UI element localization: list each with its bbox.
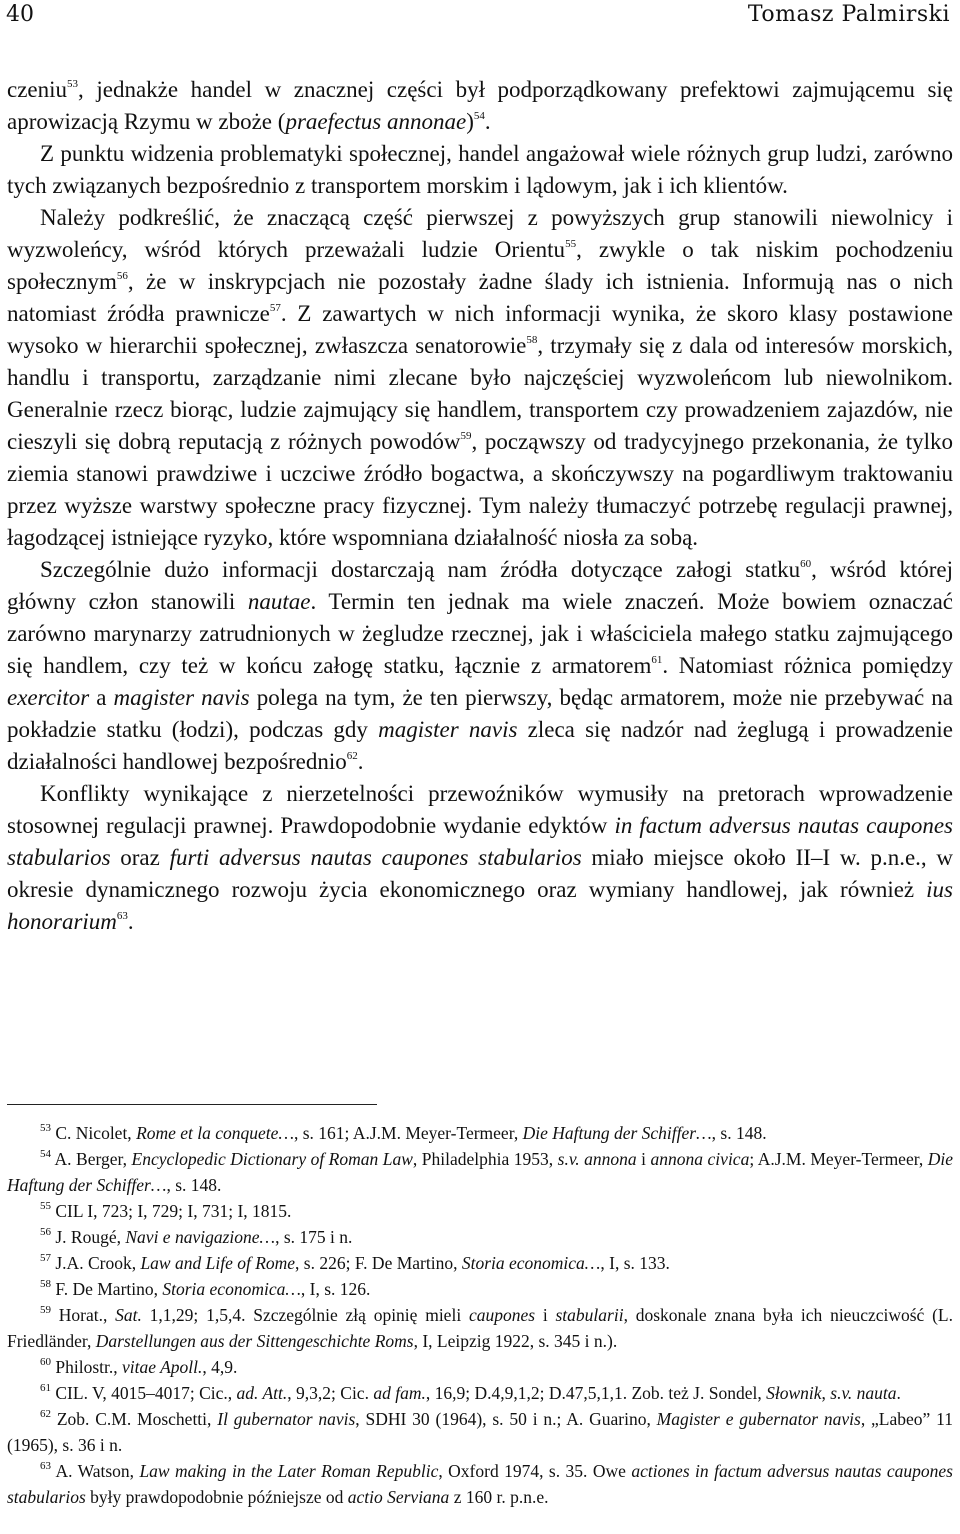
footnote	[7, 1354, 953, 1380]
footnote-number: 53	[40, 1122, 51, 1134]
footnote	[7, 1302, 953, 1354]
footnote	[7, 1406, 953, 1458]
footnote-number: 63	[40, 1460, 51, 1472]
footnote-text: A. Berger, Encyclopedic Dictionary of Roman Law, Philadelphia 1953, s.v. annona i annona civica; A.J.M. Meyer-Termeer, Die Haftung der Schiffer…, s. 148.	[7, 1149, 953, 1195]
main-text	[7, 74, 953, 938]
running-head-author: Tomasz Palmirski	[747, 2, 950, 27]
footnote-text: CIL. V, 4015–4017; Cic., ad. Att., 9,3,2; Cic. ad fam., 16,9; D.4,9,1,2; D.47,5,1,1. Zob. też J. Sondel, Słownik, s.v. nauta.	[51, 1383, 901, 1403]
footnote	[7, 1224, 953, 1250]
footnote-number: 60	[40, 1356, 51, 1368]
footnote-number: 54	[40, 1148, 51, 1160]
footnote	[7, 1276, 953, 1302]
footnote-separator	[7, 1104, 377, 1105]
paragraph: Z punktu widzenia problematyki społecznej, handel angażował wiele różnych grup ludzi, zarówno tych związanych bezpośrednio z transportem morskim i lądowym, jak i ich klientów.	[7, 141, 953, 198]
footnote-number: 61	[40, 1382, 51, 1394]
paragraph: Należy podkreślić, że znaczącą część pierwszej z powyższych grup stanowili niewolnicy i wyzwoleńcy, wśród których przeważali ludzie Orientu$^{55}$, zwykle o tak niskim pochodzeniu społecznym$^{56}$, że w inskrypcjach nie pozostały żadne ślady ich istnienia. Informują nas o nich natomiast źródła prawnicze$^{57}$. Z zawartych w nich informacji wynika, że skoro klasy postawione wysoko w hierarchii społecznej, zwłaszcza senatorowie$^{58}$, trzymały się z dala od interesów morskich, handlu i transportu, zarządzanie nimi zlecane było najczęściej wyzwoleńcom lub niewolnikom. Generalnie rzecz biorąc, ludzie zajmujący się handlem, transportem czy prowadzeniem zajazdów, nie cieszyli się dobrą reputacją z różnych powodów$^{59}$, począwszy od tradycyjnego przekonania, że tylko ziemia stanowi prawdziwe i uczciwe źródło bogactwa, a skończywszy na pogardliwym traktowaniu przez wyższe warstwy społeczne pracy fizycznej. Tym należy tłumaczyć potrzebę regulacji prawnej, łagodzącej istniejące ryzyko, które wspomniana działalność niosła za sobą.	[7, 205, 953, 550]
footnote-text: Horat., Sat. 1,1,29; 1,5,4. Szczególnie złą opinię mieli caupones i stabularii, doskonale znana była ich nieuczciwość (L. Friedländer, Darstellungen aus der Sittengeschichte Roms, I, Leipzig 1922, s. 345 i n.).	[7, 1305, 953, 1351]
footnote	[7, 1380, 953, 1406]
footnote-text: J.A. Crook, Law and Life of Rome, s. 226; F. De Martino, Storia economica…, I, s. 133.	[51, 1253, 670, 1273]
footnote-number: 55	[40, 1200, 51, 1212]
footnote-number: 58	[40, 1278, 51, 1290]
paragraph: Konflikty wynikające z nierzetelności przewoźników wymusiły na pretorach wprowadzenie stosownej regulacji prawnej. Prawdopodobnie wydanie edyktów in factum adversus nautas caupones stabularios oraz furti adversus nautas caupones stabularios miało miejsce około II–I w. p.n.e., w okresie dynamicznego rozwoju życia ekonomicznego oraz wymiany handlowej, jak również ius honorarium$^{63}$.	[7, 781, 954, 934]
footnote-text: CIL I, 723; I, 729; I, 731; I, 1815.	[51, 1201, 292, 1221]
paragraph: czeniu$^{53}$, jednakże handel w znacznej części był podporządkowany prefektowi zajmującemu się aprowizacją Rzymu w zboże (praefectus annonae)$^{54}$.	[7, 77, 953, 134]
footnote-text: Philostr., vitae Apoll., 4,9.	[51, 1357, 238, 1377]
footnote-text: J. Rougé, Navi e navigazione…, s. 175 i n.	[51, 1227, 353, 1247]
footnote-number: 56	[40, 1226, 51, 1238]
footnote-text: C. Nicolet, Rome et la conquete…, s. 161; A.J.M. Meyer-Termeer, Die Haftung der Schiffer…, s. 148.	[51, 1123, 767, 1143]
page-number: 40	[6, 2, 34, 27]
footnote	[7, 1120, 953, 1146]
footnotes	[7, 1120, 953, 1510]
paragraph: Szczególnie dużo informacji dostarczają nam źródła dotyczące załogi statku$^{60}$, wśród której główny człon stanowili nautae. Termin ten jednak ma wiele znaczeń. Może bowiem oznaczać zarówno marynarzy zatrudnionych w żegludze rzecznej, jak i właściciela małego statku zajmującego się handlem, czy też w końcu załogę statku, łącznie z armatorem$^{61}$. Natomiast różnica pomiędzy exercitor a magister navis polega na tym, że ten pierwszy, będąc armatorem, może nie przebywać na pokładzie statku (łodzi), podczas gdy magister navis zleca się nadzór nad żeglugą i prowadzenie działalności handlowej bezpośrednio$^{62}$.	[7, 557, 953, 774]
footnote-number: 57	[40, 1252, 51, 1264]
footnote-number: 62	[40, 1408, 51, 1420]
footnote-number: 59	[40, 1304, 51, 1316]
footnote	[7, 1198, 953, 1224]
footnote	[7, 1458, 953, 1510]
footnote	[7, 1250, 953, 1276]
footnote-text: Zob. C.M. Moschetti, Il gubernator navis, SDHI 30 (1964), s. 50 i n.; A. Guarino, Magister e gubernator navis, „Labeo” 11 (1965), s. 36 i n.	[7, 1409, 953, 1455]
running-header	[6, 0, 950, 36]
footnote	[7, 1146, 953, 1198]
footnote-text: A. Watson, Law making in the Later Roman Republic, Oxford 1974, s. 35. Owe actiones in factum adversus nautas caupones stabularios były prawdopodobnie późniejsze od actio Serviana z 160 r. p.n.e.	[7, 1461, 953, 1507]
footnote-text: F. De Martino, Storia economica…, I, s. 126.	[51, 1279, 371, 1299]
